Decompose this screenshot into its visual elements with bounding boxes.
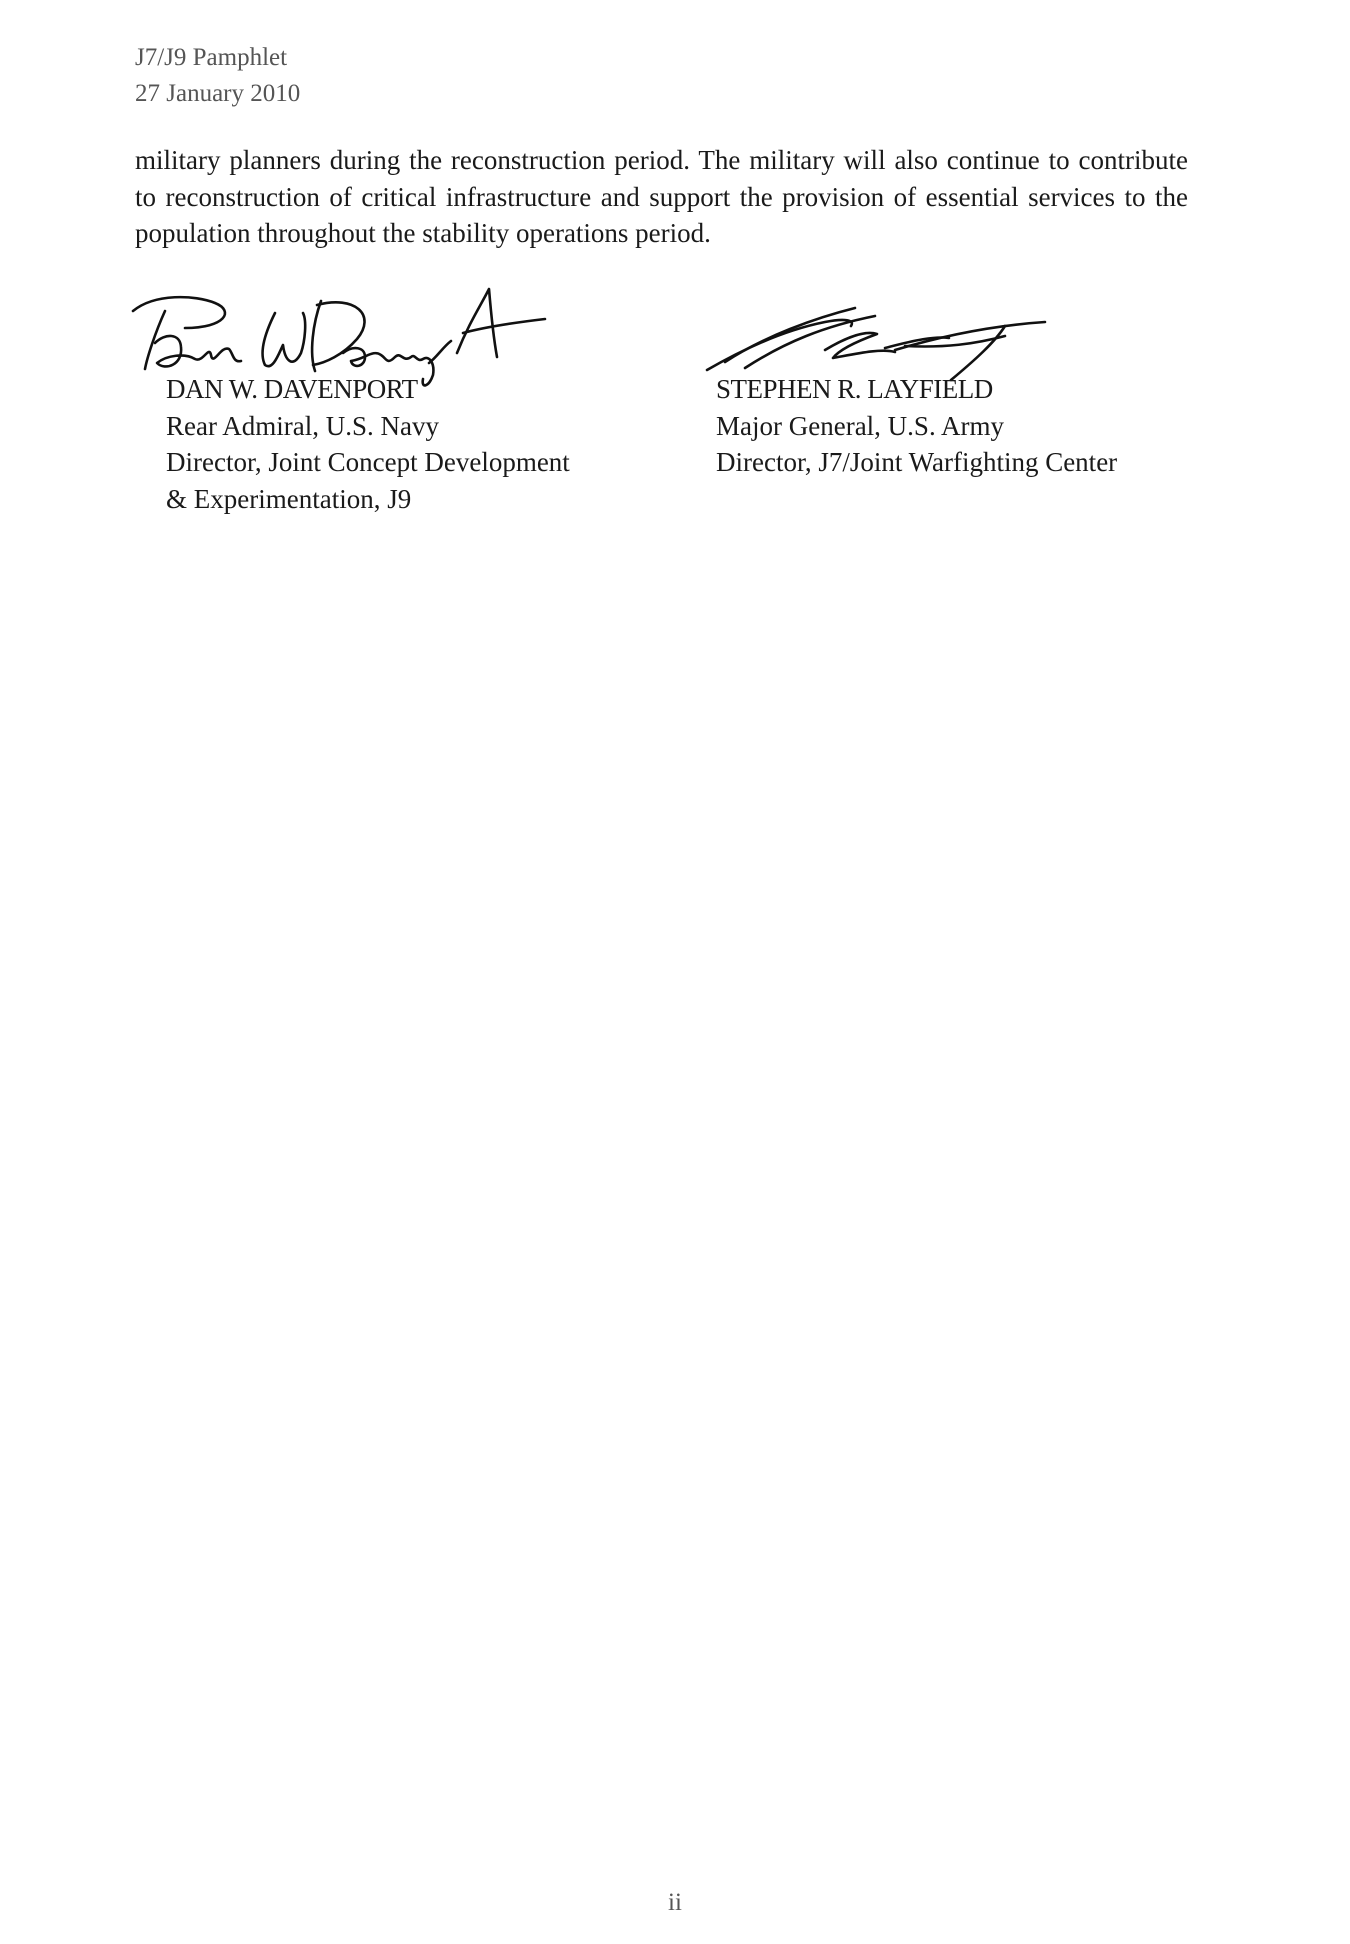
signatory-name: DAN W. DAVENPORT (166, 374, 418, 404)
page-header (135, 40, 300, 112)
signatory-title-continued: & Experimentation, J9 (166, 483, 412, 514)
body-paragraph: military planners during the reconstruction period. The military will also continue to contribute to reconstruction of critical infrastructure and support the provision of essential services to the population throughout the stability operations period. (135, 145, 1188, 248)
signatory-rank: Major General, U.S. Army (716, 410, 1004, 441)
document-date: 27 January 2010 (135, 80, 301, 107)
signatory-title: Director, Joint Concept Development (166, 447, 570, 477)
page-number: ii (668, 1889, 682, 1916)
signatory-title: Director, J7/Joint Warfighting Center (716, 447, 1118, 477)
document-title: J7/J9 Pamphlet (135, 44, 288, 71)
signatory-name: STEPHEN R. LAYFIELD (716, 374, 993, 404)
signatory-rank: Rear Admiral, U.S. Navy (166, 410, 439, 441)
signature-block-right (716, 371, 1117, 481)
signature-block-left (166, 371, 570, 517)
